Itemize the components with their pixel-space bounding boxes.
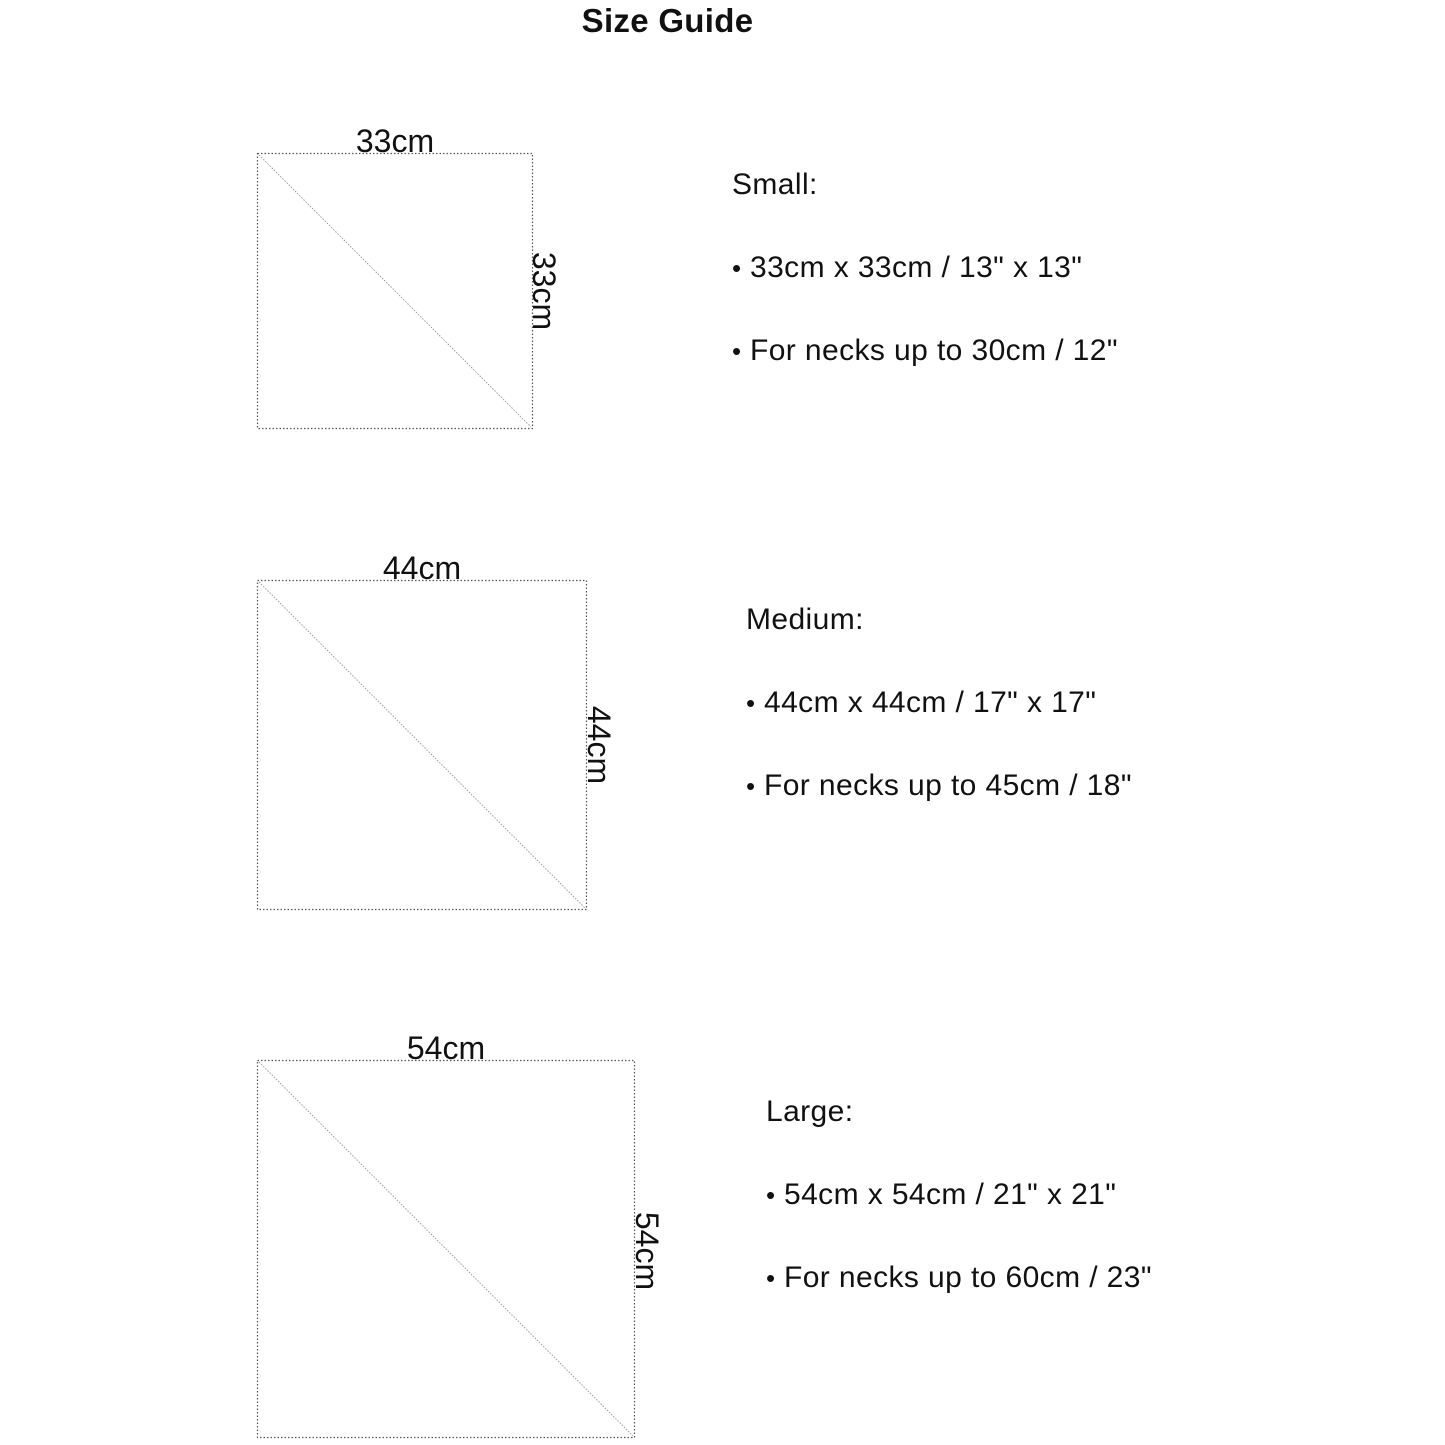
- large-square-diagonal: [259, 1062, 633, 1436]
- small-square-group: [258, 123, 563, 429]
- large-info: [766, 1095, 1326, 1305]
- small-dimensions-line: [732, 251, 1082, 285]
- small-heading: Small:: [732, 168, 818, 201]
- large-neck-text: For necks up to 60cm / 23": [784, 1261, 1152, 1294]
- large-heading: Large:: [766, 1095, 854, 1128]
- small-height-label: 33cm: [526, 251, 562, 331]
- bullet-icon: •: [746, 688, 756, 718]
- large-dimensions-text: 54cm x 54cm / 21" x 21": [784, 1178, 1117, 1211]
- bullet-icon: •: [766, 1180, 776, 1210]
- bullet-icon: •: [732, 336, 742, 366]
- medium-heading: Medium:: [746, 603, 864, 636]
- bullet-icon: •: [766, 1263, 776, 1293]
- small-dimensions-text: 33cm x 33cm / 13" x 13": [750, 251, 1083, 284]
- large-neck-line: [766, 1261, 1152, 1295]
- small-neck-line: [732, 334, 1118, 368]
- large-square-group: [258, 1030, 666, 1438]
- medium-info: [746, 603, 1306, 813]
- large-dimensions-line: [766, 1178, 1116, 1212]
- large-height-label: 54cm: [629, 1211, 665, 1291]
- bullet-icon: •: [746, 771, 756, 801]
- medium-square-diagonal: [259, 582, 585, 908]
- medium-square-group: [258, 550, 618, 910]
- large-width-label: 54cm: [406, 1030, 486, 1066]
- medium-height-label: 44cm: [581, 705, 617, 785]
- medium-dimensions-line: [746, 686, 1096, 720]
- small-info: [732, 168, 1292, 378]
- bullet-icon: •: [732, 253, 742, 283]
- medium-neck-line: [746, 769, 1132, 803]
- small-neck-text: For necks up to 30cm / 12": [750, 334, 1118, 367]
- page-title: Size Guide: [581, 2, 754, 39]
- small-square-diagonal: [259, 155, 531, 427]
- medium-neck-text: For necks up to 45cm / 18": [764, 769, 1132, 802]
- medium-dimensions-text: 44cm x 44cm / 17" x 17": [764, 686, 1097, 719]
- small-width-label: 33cm: [355, 123, 435, 159]
- medium-width-label: 44cm: [382, 550, 462, 586]
